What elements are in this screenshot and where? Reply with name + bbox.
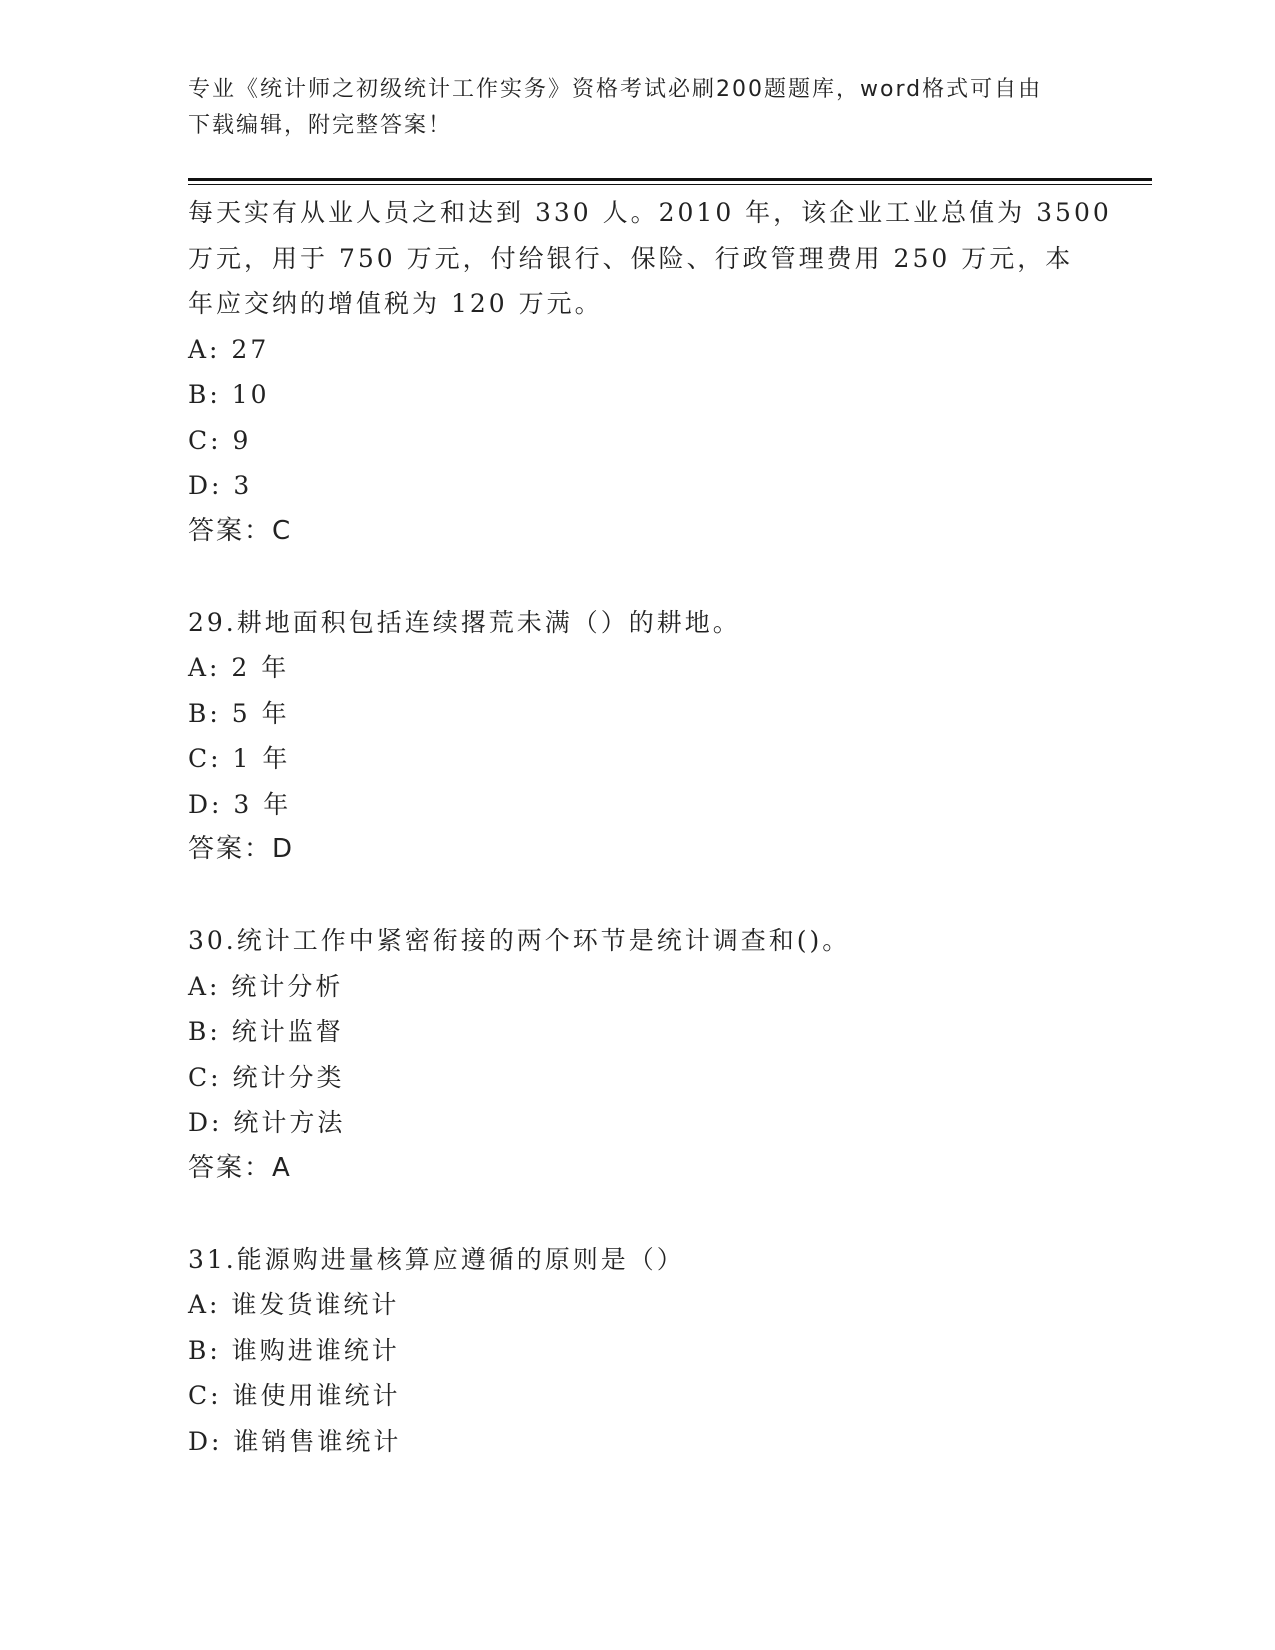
header-divider-thick (188, 178, 1152, 181)
option-c: C: 9 (188, 425, 252, 455)
option-a: A: 27 (188, 334, 270, 364)
question-31 (188, 1237, 1088, 1465)
question-30 (188, 918, 1088, 1191)
question-title: 29.耕地面积包括连续撂荒未满（）的耕地。 (188, 607, 741, 637)
option-c: C: 1 年 (188, 744, 291, 773)
option-d: D: 统计方法 (188, 1108, 346, 1137)
option-d: D: 3 (188, 471, 253, 500)
spacer (188, 873, 1088, 919)
document-body (188, 190, 1112, 1464)
option-d: D: 谁销售谁统计 (188, 1426, 402, 1456)
option-c: C: 谁使用谁统计 (188, 1381, 401, 1410)
question-stem-line: 年应交纳的增值税为 120 万元。 (188, 289, 603, 318)
question-title: 30.统计工作中紧密衔接的两个环节是统计调查和()。 (188, 926, 851, 955)
option-b: B: 谁购进谁统计 (188, 1335, 400, 1365)
spacer (188, 1191, 1088, 1237)
option-b: B: 5 年 (188, 698, 290, 728)
option-c: C: 统计分类 (188, 1062, 345, 1092)
option-a: A: 统计分析 (188, 971, 344, 1001)
header-line-2: 下载编辑，附完整答案！ (188, 113, 453, 138)
option-b: B: 统计监督 (188, 1017, 344, 1046)
question-29 (188, 600, 1088, 873)
question-title: 31.能源购进量核算应遵循的原则是（） (188, 1244, 685, 1274)
header-line-1: 专业《统计师之初级统计工作实务》资格考试必刷200题题库，word格式可自由 (188, 77, 1043, 102)
answer-line: 答案：A (188, 1152, 292, 1183)
answer-line: 答案：D (188, 834, 295, 864)
spacer (188, 554, 1088, 600)
option-b: B: 10 (188, 380, 270, 409)
option-a: A: 谁发货谁统计 (188, 1290, 400, 1319)
option-d: D: 3 年 (188, 789, 292, 819)
answer-line: 答案：C (188, 515, 293, 546)
document-header (188, 72, 1088, 144)
option-a: A: 2 年 (188, 653, 290, 682)
question-stem-line: 万元，用于 750 万元，付给银行、保险、行政管理费用 250 万元，本 (188, 243, 1074, 273)
header-divider-thin (188, 184, 1152, 185)
question-stem-line: 每天实有从业人员之和达到 330 人。2010 年，该企业工业总值为 3500 (188, 198, 1112, 227)
question-28-continuation (188, 190, 1112, 554)
